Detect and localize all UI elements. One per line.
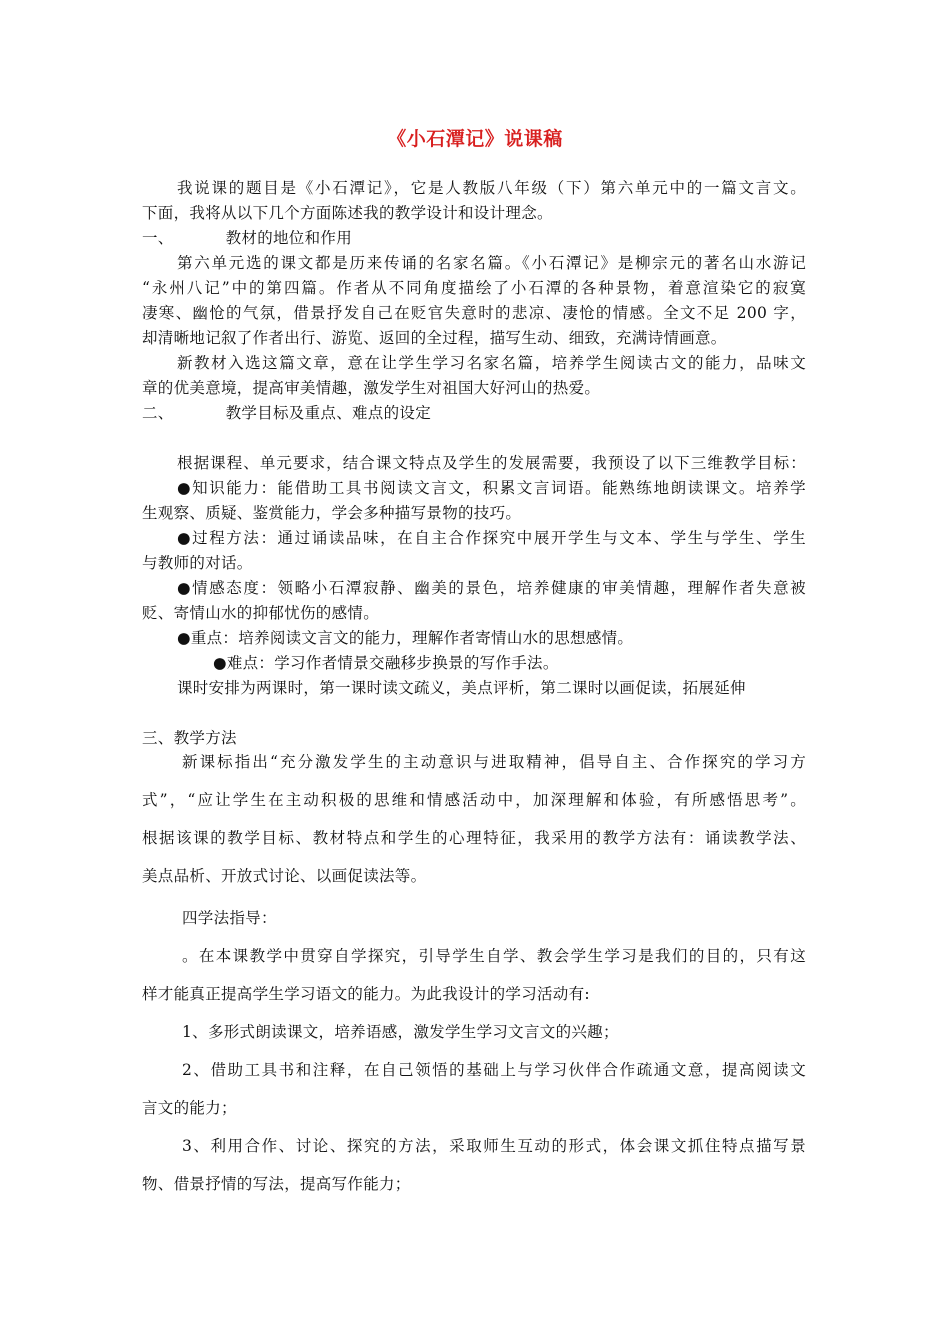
list-item: 3、利用合作、讨论、探究的方法，采取师生互动的形式，体会课文抓住特点描写景 <box>182 1137 806 1155</box>
goal-knowledge: ●知识能力：能借助工具书阅读文言文，积累文言词语。能熟练地朗读课文。培养学 <box>177 479 806 497</box>
goal-knowledge: 生观察、质疑、鉴赏能力，学会多种描写景物的技巧。 <box>142 504 522 522</box>
list-item: 2、借助工具书和注释，在自己领悟的基础上与学习伙伴合作疏通文意，提高阅读文 <box>182 1061 806 1079</box>
goal-emotion: 贬、寄情山水的抑郁忧伤的感情。 <box>142 604 380 622</box>
intro-line: 下面，我将从以下几个方面陈述我的教学设计和设计理念。 <box>142 204 553 222</box>
document-title: 《小石潭记》说课稿 <box>387 128 563 150</box>
list-item: 言文的能力； <box>142 1099 237 1117</box>
paragraph-line: 却清晰地记叙了作者出行、游览、返回的全过程，描写生动、细致，充满诗情画意。 <box>142 329 727 347</box>
key-point: ●重点：培养阅读文言文的能力，理解作者寄情山水的思想感情。 <box>177 629 634 647</box>
section-heading <box>142 228 352 248</box>
section-heading: 三、教学方法 <box>142 729 237 747</box>
section-title: 教材的地位和作用 <box>225 229 353 247</box>
paragraph-line: 章的优美意境，提高审美情趣，激发学生对祖国大好河山的热爱。 <box>142 379 601 397</box>
paragraph-line: 根据该课的教学目标、教材特点和学生的心理特征，我采用的教学方法有：诵读教学法、 <box>142 829 806 847</box>
schedule-line: 课时安排为两课时，第一课时读文疏义，美点评析，第二课时以画促读，拓展延伸 <box>177 679 746 697</box>
paragraph-line: 式”，“应让学生在主动积极的思维和情感活动中，加深理解和体验，有所感悟思考”。 <box>142 791 806 809</box>
goal-process: 与教师的对话。 <box>142 554 253 572</box>
paragraph-line: 。在本课教学中贯穿自学探究，引导学生自学、教会学生学习是我们的目的，只有这 <box>182 947 806 965</box>
section-title: 教学目标及重点、难点的设定 <box>225 404 432 422</box>
list-item: 物、借景抒情的写法，提高写作能力； <box>142 1175 411 1193</box>
intro-line: 我说课的题目是《小石潭记》，它是人教版八年级（下）第六单元中的一篇文言文。 <box>177 179 806 197</box>
paragraph-line: 样才能真正提高学生学习语文的能力。为此我设计的学习活动有: <box>142 985 590 1003</box>
paragraph-line: 根据课程、单元要求，结合课文特点及学生的发展需要，我预设了以下三维教学目标： <box>177 454 806 472</box>
paragraph-line: “永州八记”中的第四篇。作者从不同角度描绘了小石潭的各种景物，着意渲染它的寂寞 <box>142 279 806 297</box>
section-number: 二、 <box>142 404 174 422</box>
paragraph-line: 新课标指出“充分激发学生的主动意识与进取精神，倡导自主、合作探究的学习方 <box>182 753 806 771</box>
section-heading: 四学法指导： <box>182 909 277 927</box>
goal-emotion: ●情感态度：领略小石潭寂静、幽美的景色，培养健康的审美情趣，理解作者失意被 <box>177 579 806 597</box>
paragraph-line: 凄寒、幽怆的气氛，借景抒发自己在贬官失意时的悲凉、凄怆的情感。全文不足 200 字， <box>142 304 806 322</box>
paragraph-line: 美点品析、开放式讨论、以画促读法等。 <box>142 867 427 885</box>
paragraph-line: 第六单元选的课文都是历来传诵的名家名篇。《小石潭记》是柳宗元的著名山水游记 <box>177 254 806 272</box>
difficult-point: ●难点：学习作者情景交融移步换景的写作手法。 <box>213 654 559 672</box>
goal-process: ●过程方法：通过诵读品味，在自主合作探究中展开学生与文本、学生与学生、学生 <box>177 529 806 547</box>
section-number: 一、 <box>142 229 174 247</box>
paragraph-line: 新教材入选这篇文章，意在让学生学习名家名篇，培养学生阅读古文的能力，品味文 <box>177 354 806 372</box>
list-item: 1、多形式朗读课文，培养语感，激发学生学习文言文的兴趣； <box>182 1023 619 1041</box>
section-heading <box>142 403 431 423</box>
